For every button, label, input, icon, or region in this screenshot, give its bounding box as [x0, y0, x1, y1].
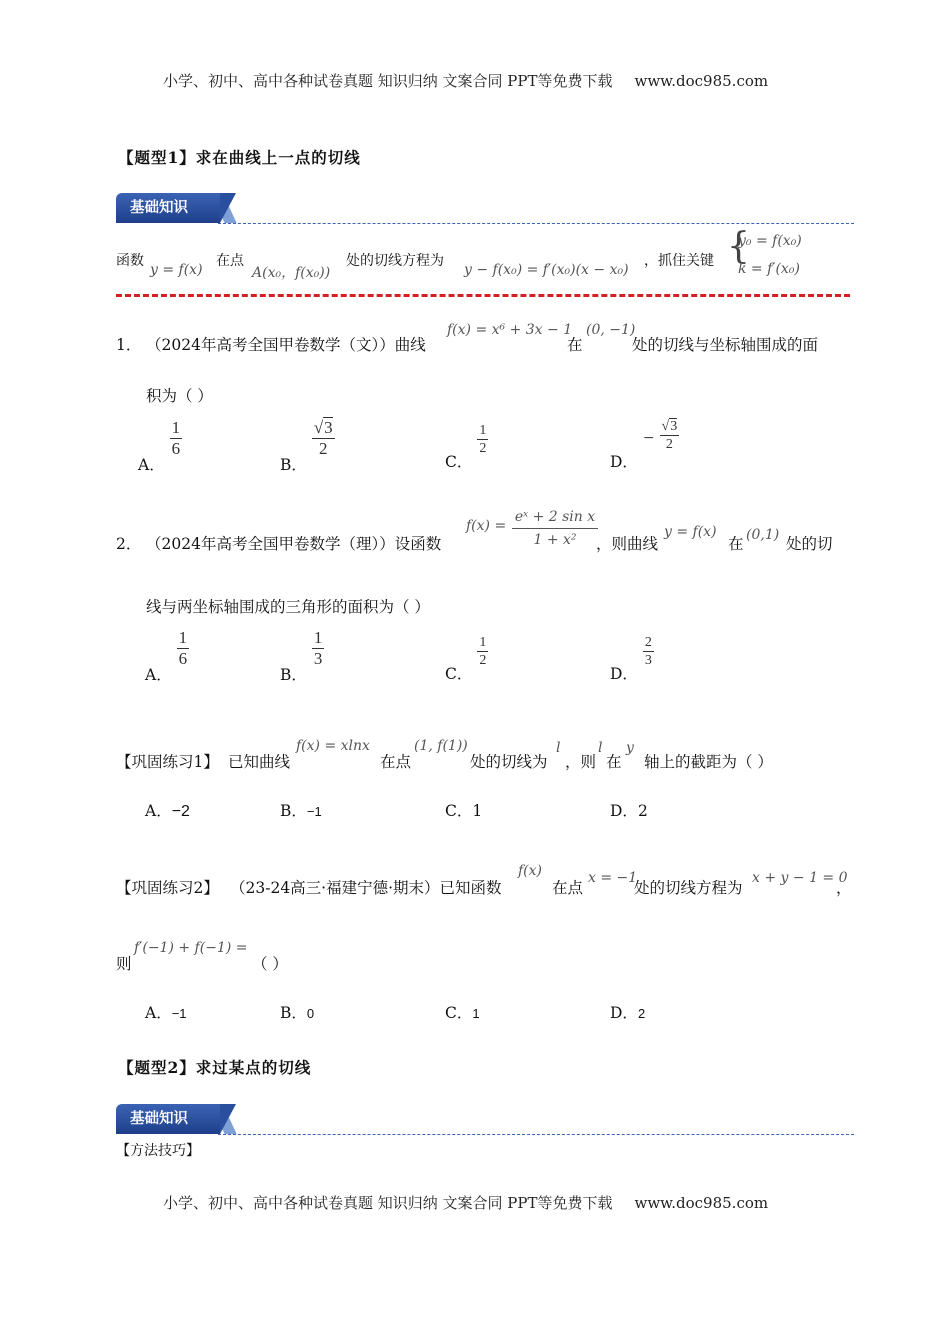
p2-text-4: ， — [836, 879, 852, 897]
sqrt-radicand: 3 — [324, 418, 333, 437]
knowledge-text-2: 在点 — [216, 253, 244, 269]
q1-option-b[interactable] — [280, 418, 335, 474]
section2-title: 【题型2】求过某点的切线 — [118, 1058, 312, 1077]
red-divider — [116, 294, 850, 297]
knowledge-text-4: ，抓住关键 — [644, 253, 714, 269]
q1-text-2: 在 — [567, 336, 583, 354]
p2-text-6: （ ） — [252, 955, 288, 973]
p1-text-4: ，则 — [565, 753, 597, 771]
p1-formula-4: l — [598, 740, 603, 756]
p2-text-1: （23-24高三·福建宁德·期末）已知函数 — [230, 879, 502, 897]
p1-option-a[interactable] — [145, 799, 190, 821]
q1-option-a[interactable] — [138, 418, 182, 474]
knowledge-badge-2 — [116, 1104, 856, 1136]
option-numerator: 1 — [171, 418, 181, 437]
q1-text-1: （2024年高考全国甲卷数学（文））曲线 — [146, 336, 426, 354]
key-condition-1: y₀ = f(x₀) — [738, 233, 802, 249]
method-tips: 【方法技巧】 — [116, 1143, 200, 1159]
option-numerator: 1 — [313, 628, 323, 647]
q2-formula-numerator: eˣ + 2 sin x — [512, 506, 598, 529]
q2-option-b[interactable] — [280, 628, 324, 684]
option-value: 0 — [306, 1006, 315, 1021]
p1-formula-5: y — [626, 740, 634, 756]
q1-option-c[interactable] — [445, 422, 488, 471]
q2-number: 2． — [116, 535, 142, 553]
knowledge-text-1: 函数 — [116, 253, 144, 269]
option-label: B． — [280, 665, 307, 684]
option-label: C． — [445, 664, 473, 683]
page-header — [163, 70, 768, 91]
option-label: D． — [610, 802, 638, 820]
option-label: B． — [280, 1004, 307, 1022]
option-label: B． — [280, 455, 307, 474]
option-value: 1 — [472, 1006, 480, 1021]
p1-option-c[interactable] — [445, 799, 482, 821]
q1-text-3: 处的切线与坐标轴围成的面 — [632, 336, 819, 354]
p1-text-2: 在点 — [380, 753, 412, 771]
option-label: B． — [280, 802, 307, 820]
knowledge-badge-1 — [116, 193, 856, 225]
p1-text-5: 在 — [606, 753, 622, 771]
option-value: −2 — [171, 803, 190, 820]
p2-formula-1: f(x) — [518, 863, 543, 879]
option-label: A． — [138, 455, 165, 474]
option-value: −1 — [171, 1006, 187, 1021]
option-numerator: 1 — [479, 423, 487, 438]
option-denominator: 3 — [644, 653, 652, 668]
q2-formula-fraction — [512, 506, 598, 551]
option-denominator: 2 — [479, 653, 487, 668]
footer-text: 小学、初中、高中各种试卷真题 知识归纳 文案合同 PPT等免费下载 — [163, 1194, 613, 1212]
option-numerator: 1 — [178, 628, 188, 647]
option-numerator: 1 — [479, 635, 487, 650]
option-value: 1 — [472, 802, 483, 820]
section1-title: 【题型1】求在曲线上一点的切线 — [118, 148, 361, 167]
q1-number: 1． — [116, 336, 142, 354]
badge-label: 基础知识 — [116, 193, 220, 223]
q2-formula-2: y = f(x) — [664, 524, 717, 540]
badge-underline-1 — [218, 223, 854, 224]
option-label: C． — [445, 802, 473, 820]
q1-option-d[interactable] — [610, 418, 679, 471]
knowledge-formula-3: y − f(x₀) = f′(x₀)(x − x₀) — [464, 262, 629, 278]
p2-text-5: 则 — [116, 955, 132, 973]
option-numerator: √3 — [661, 419, 678, 434]
option-label: D． — [610, 452, 638, 471]
p1-text-1: 已知曲线 — [228, 753, 291, 771]
key-condition-2: k = f′(x₀) — [738, 261, 800, 277]
knowledge-formula-2: A(x₀，f(x₀)) — [252, 265, 331, 281]
p1-text-3: 处的切线为 — [470, 753, 548, 771]
option-numerator: 2 — [644, 635, 652, 650]
p2-text-3: 处的切线方程为 — [634, 879, 743, 897]
p1-formula-2: (1, f(1)) — [414, 738, 468, 754]
option-denominator: 2 — [319, 439, 328, 458]
p1-formula-1: f(x) = xlnx — [296, 738, 370, 754]
option-value: 2 — [637, 1006, 646, 1021]
p2-formula-5: f′(−1) + f(−1) = — [134, 940, 248, 956]
knowledge-formula-1: y = f(x) — [150, 262, 203, 278]
q1-formula-2: (0, −1) — [586, 322, 636, 338]
p2-tag: 【巩固练习2】 — [116, 879, 219, 897]
p2-option-c[interactable] — [445, 1001, 480, 1023]
q2-option-d[interactable] — [610, 634, 654, 683]
page-footer — [163, 1192, 768, 1213]
p1-formula-3: l — [556, 740, 561, 756]
option-label: D． — [610, 1004, 638, 1022]
left-brace: { — [727, 226, 750, 267]
option-label: C． — [445, 452, 473, 471]
q2-formula-lhs: f(x) = — [466, 518, 507, 534]
option-denominator: 2 — [479, 441, 487, 456]
q2-text-5: 线与两坐标轴围成的三角形的面积为（ ） — [146, 598, 430, 616]
header-text: 小学、初中、高中各种试卷真题 知识归纳 文案合同 PPT等免费下载 — [163, 72, 613, 90]
footer-url[interactable]: www.doc985.com — [634, 1194, 769, 1212]
option-label: C． — [445, 1004, 473, 1022]
p2-option-d[interactable] — [610, 1001, 645, 1023]
option-value: −1 — [306, 804, 322, 819]
p2-text-2: 在点 — [552, 879, 584, 897]
q2-option-c[interactable] — [445, 634, 488, 683]
option-denominator: 6 — [178, 649, 188, 668]
sqrt-radicand: 3 — [670, 419, 678, 434]
option-label: A． — [145, 665, 172, 684]
option-denominator: 6 — [171, 439, 181, 458]
q2-text-2: ，则曲线 — [596, 535, 659, 553]
option-prefix: − — [642, 429, 655, 446]
q2-text-3: 在 — [728, 535, 744, 553]
header-url[interactable]: www.doc985.com — [634, 72, 769, 90]
option-numerator: √3 — [313, 418, 333, 437]
q2-formula-denominator: 1 + x² — [533, 532, 577, 548]
p1-tag: 【巩固练习1】 — [116, 753, 219, 771]
q1-text-4: 积为（ ） — [146, 387, 213, 405]
p2-formula-2: x = −1 — [588, 870, 638, 886]
badge-underline-2 — [218, 1134, 854, 1135]
q2-text-4: 处的切 — [786, 535, 833, 553]
option-value: 2 — [637, 802, 648, 820]
p1-text-6: 轴上的截距为（ ） — [644, 753, 773, 771]
q2-text-1: （2024年高考全国甲卷数学（理））设函数 — [146, 535, 442, 553]
p1-option-d[interactable] — [610, 799, 648, 821]
badge-label: 基础知识 — [116, 1104, 220, 1134]
option-label: A． — [145, 1004, 172, 1022]
q2-option-a[interactable] — [145, 628, 189, 684]
q1-formula-1: f(x) = x⁶ + 3x − 1 — [447, 322, 573, 338]
p2-formula-3: x + y − 1 = 0 — [752, 870, 848, 886]
option-denominator: 3 — [313, 649, 323, 668]
q2-formula-3: (0,1) — [746, 527, 780, 543]
option-label: A． — [145, 802, 172, 820]
knowledge-text-3: 处的切线方程为 — [346, 253, 444, 269]
p1-option-b[interactable] — [280, 799, 322, 821]
option-label: D． — [610, 664, 638, 683]
option-denominator: 2 — [665, 437, 673, 452]
p2-option-b[interactable] — [280, 1001, 314, 1023]
p2-option-a[interactable] — [145, 1001, 187, 1023]
